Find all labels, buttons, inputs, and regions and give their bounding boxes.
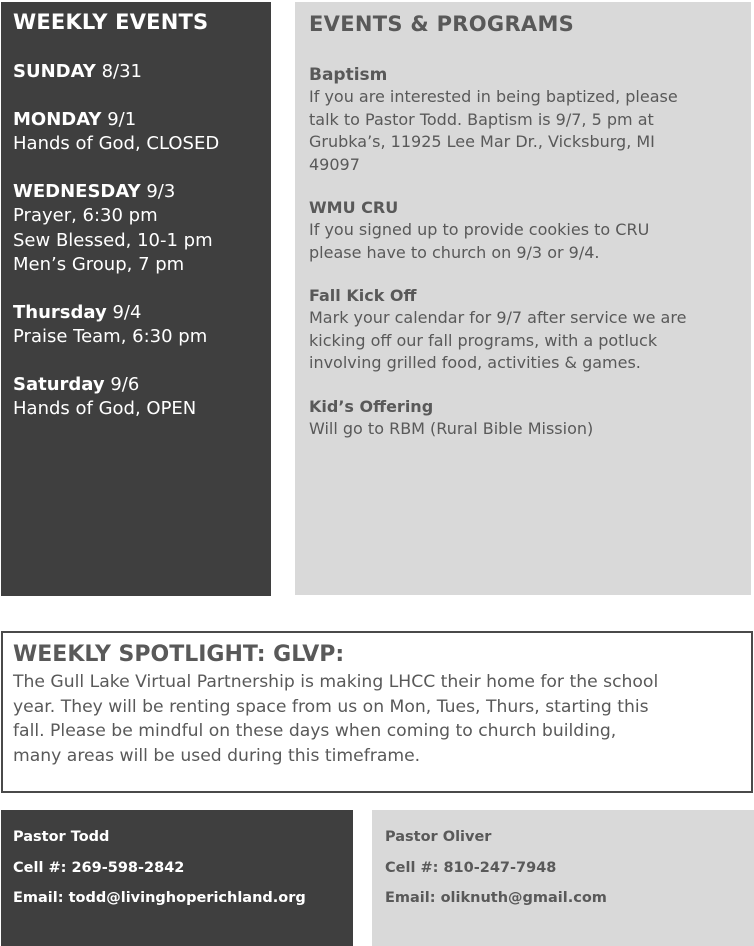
event-fall-kick-off: [309, 285, 737, 375]
spotlight-body: [13, 670, 741, 768]
day-wednesday: [13, 180, 259, 278]
events-programs-panel: [295, 2, 751, 595]
event-body-line: kicking off our fall programs, with a potluck: [309, 330, 658, 350]
day-name: WEDNESDAY: [13, 180, 141, 202]
event-body-line: If you signed up to provide cookies to CRU: [309, 220, 650, 239]
event-body-line: talk to Pastor Todd. Baptism is 9/7, 5 pm at: [309, 109, 654, 129]
event-baptism: [309, 64, 737, 176]
day-item: Sew Blessed, 10-1 pm: [13, 229, 213, 251]
spotlight-title: WEEKLY SPOTLIGHT: GLVP:: [13, 642, 345, 667]
day-thursday: [13, 301, 259, 350]
event-body-line: Will go to RBM (Rural Bible Mission): [309, 418, 594, 438]
day-name: Thursday: [13, 301, 107, 323]
weekly-events-panel: [1, 2, 271, 596]
event-body-line: Mark your calendar for 9/7 after service we are: [309, 308, 687, 327]
day-item: Men’s Group, 7 pm: [13, 254, 185, 275]
event-body-line: Grubka’s, 11925 Lee Mar Dr., Vicksburg, MI: [309, 132, 655, 151]
spotlight-body-line: year. They will be renting space from us on Mon, Tues, Thurs, starting this: [13, 696, 649, 717]
contact-email: Email: oliknuth@gmail.com: [385, 890, 607, 906]
weekly-events-title: WEEKLY EVENTS: [13, 10, 209, 34]
event-title: Baptism: [309, 65, 388, 85]
event-body-line: 49097: [309, 154, 360, 174]
contact-cell: Cell #: 810-247-7948: [385, 859, 557, 876]
events-programs-title: EVENTS & PROGRAMS: [309, 12, 575, 36]
event-wmu-cru: [309, 197, 737, 264]
contact-email: Email: todd@livinghoperichland.org: [13, 890, 306, 906]
event-body: [309, 86, 737, 176]
day-sunday: [13, 60, 259, 85]
contact-pastor-oliver: [372, 810, 754, 946]
event-kids-offering: [309, 396, 737, 441]
event-body-line: involving grilled food, activities & games.: [309, 353, 641, 372]
spotlight-body-line: many areas will be used during this timeframe.: [13, 745, 421, 766]
day-date: 9/4: [112, 301, 142, 323]
event-title: WMU CRU: [309, 198, 399, 217]
event-title: Kid’s Offering: [309, 396, 434, 416]
day-date: 9/3: [146, 180, 176, 202]
day-saturday: [13, 373, 259, 422]
day-name: Saturday: [13, 373, 105, 395]
spotlight-body-line: The Gull Lake Virtual Partnership is making LHCC their home for the school: [13, 672, 659, 692]
day-date: 9/6: [110, 373, 140, 395]
weekly-spotlight-box: [1, 631, 753, 793]
day-name: SUNDAY: [13, 61, 96, 82]
day-item: Hands of God, CLOSED: [13, 133, 220, 154]
day-item: Praise Team, 6:30 pm: [13, 326, 208, 347]
event-body-line: please have to church on 9/3 or 9/4.: [309, 242, 600, 262]
day-date: 8/31: [101, 61, 142, 82]
contact-name: Pastor Todd: [13, 829, 110, 845]
contact-cell: Cell #: 269-598-2842: [13, 859, 185, 876]
event-body: [309, 418, 737, 441]
day-item: Hands of God, OPEN: [13, 398, 197, 419]
event-body-line: If you are interested in being baptized, please: [309, 87, 678, 106]
event-body: [309, 219, 737, 264]
day-name: MONDAY: [13, 108, 102, 130]
event-body: [309, 307, 737, 375]
contact-pastor-todd: [1, 810, 353, 946]
day-date: 9/1: [107, 108, 137, 130]
spotlight-body-line: fall. Please be mindful on these days when coming to church building,: [13, 721, 617, 741]
day-item: Prayer, 6:30 pm: [13, 205, 158, 226]
day-monday: [13, 108, 259, 157]
contact-name: Pastor Oliver: [385, 829, 492, 845]
event-title: Fall Kick Off: [309, 286, 417, 305]
